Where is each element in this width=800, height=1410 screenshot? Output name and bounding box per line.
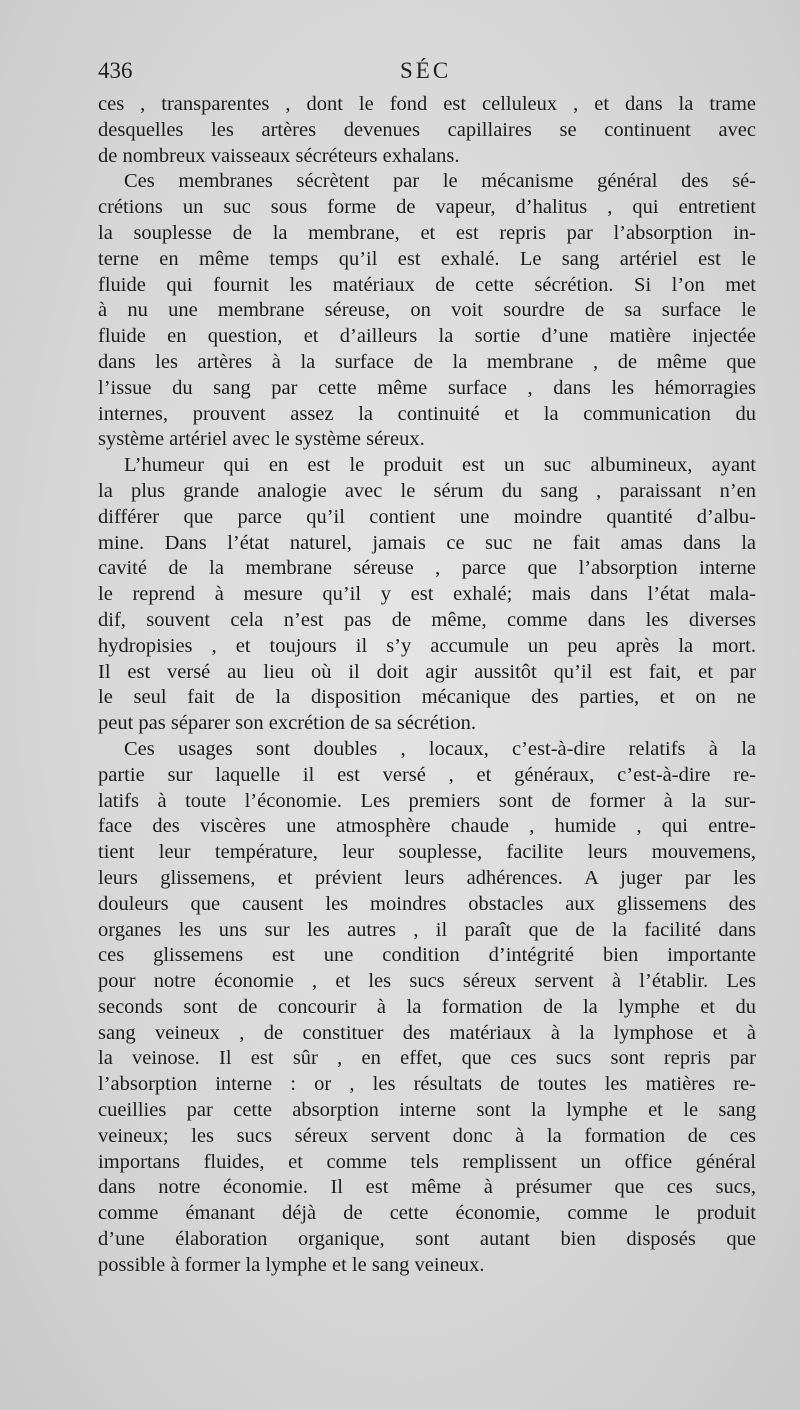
text-line: de nombreux vaisseaux sécréteurs exhalans.	[98, 144, 460, 167]
text-line: veineux; les sucs séreux servent donc à la formation de ces	[98, 1124, 756, 1147]
text-line: le reprend à mesure qu’il y est exhalé; mais dans l’état mala-	[98, 583, 756, 606]
page-number: 436	[98, 58, 133, 83]
text-line: importans fluides, et comme tels remplissent un office général	[98, 1150, 756, 1173]
text-line: ces glissemens est une condition d’intégrité bien importante	[98, 944, 756, 967]
text-line: l’issue du sang par cette même surface , dans les hémorragies	[98, 376, 756, 399]
text-line: la veinose. Il est sûr , en effet, que ces sucs sont repris par	[98, 1047, 756, 1070]
text-line: Il est versé au lieu où il doit agir aussitôt qu’il est fait, et par	[98, 660, 756, 683]
text-line: desquelles les artères devenues capillaires se continuent avec	[98, 118, 756, 141]
text-line: tient leur température, leur souplesse, facilite leurs mouvemens,	[98, 841, 756, 864]
text-line: organes les uns sur les autres , il paraît que de la facilité dans	[98, 918, 756, 941]
text-line: dans notre économie. Il est même à présumer que ces sucs,	[98, 1176, 756, 1199]
text-line: possible à former la lymphe et le sang veineux.	[98, 1253, 485, 1276]
text-line: face des viscères une atmosphère chaude , humide , qui entre-	[98, 815, 756, 838]
page-header	[98, 58, 752, 92]
running-head: SÉC	[400, 58, 452, 83]
text-line: seconds sont de concourir à la formation de la lymphe et du	[98, 995, 756, 1018]
text-line: leurs glissemens, et prévient leurs adhérences. A juger par les	[98, 866, 756, 889]
text-line: pour notre économie , et les sucs séreux servent à l’établir. Les	[98, 970, 756, 993]
text-line: la plus grande analogie avec le sérum du sang , paraissant n’en	[98, 479, 756, 502]
text-line: partie sur laquelle il est versé , et généraux, c’est-à-dire re-	[98, 763, 756, 786]
text-line: peut pas séparer son excrétion de sa sécrétion.	[98, 712, 476, 735]
text-line: la souplesse de la membrane, et est repris par l’absorption in-	[98, 221, 756, 244]
body-text	[98, 92, 756, 1279]
text-line: fluide en question, et d’ailleurs la sortie d’une matière injectée	[98, 325, 756, 348]
text-line: à nu une membrane séreuse, on voit sourdre de sa surface le	[98, 299, 756, 322]
text-line: système artériel avec le système séreux.	[98, 428, 425, 451]
text-line: internes, prouvent assez la continuité et la communication du	[98, 402, 756, 425]
paragraph-start-line: Ces membranes sécrètent par le mécanisme général des sé-	[124, 170, 756, 193]
text-line: comme émanant déjà de cette économie, comme le produit	[98, 1202, 756, 1225]
text-line: douleurs que causent les moindres obstacles aux glissemens des	[98, 892, 756, 915]
text-line: mine. Dans l’état naturel, jamais ce suc ne fait amas dans la	[98, 531, 756, 554]
paragraph-start-line: Ces usages sont doubles , locaux, c’est-à-dire relatifs à la	[124, 737, 756, 760]
text-line: cavité de la membrane séreuse , parce que l’absorption interne	[98, 557, 756, 580]
text-line: latifs à toute l’économie. Les premiers sont de former à la sur-	[98, 789, 756, 812]
text-line: sang veineux , de constituer des matériaux à la lymphose et à	[98, 1021, 756, 1044]
text-line: dif, souvent cela n’est pas de même, comme dans les diverses	[98, 608, 756, 631]
paragraph-start-line: L’humeur qui en est le produit est un suc albumineux, ayant	[124, 454, 756, 477]
text-line: terne en même temps qu’il est exhalé. Le sang artériel est le	[98, 247, 756, 270]
text-line: dans les artères à la surface de la membrane , de même que	[98, 350, 756, 373]
text-line: différer que parce qu’il contient une moindre quantité d’albu-	[98, 505, 756, 528]
text-line: hydropisies , et toujours il s’y accumule un peu après la mort.	[98, 634, 756, 657]
text-line: cueillies par cette absorption interne sont la lymphe et le sang	[98, 1099, 756, 1122]
text-line: crétions un suc sous forme de vapeur, d’halitus , qui entretient	[98, 196, 756, 219]
text-line: fluide qui fournit les matériaux de cette sécrétion. Si l’on met	[98, 273, 756, 296]
text-line: l’absorption interne : or , les résultats de toutes les matières re-	[98, 1073, 756, 1096]
text-line: le seul fait de la disposition mécanique des parties, et on ne	[98, 686, 756, 709]
text-line: d’une élaboration organique, sont autant bien disposés que	[98, 1228, 756, 1251]
text-line: ces , transparentes , dont le fond est celluleux , et dans la trame	[98, 93, 756, 115]
